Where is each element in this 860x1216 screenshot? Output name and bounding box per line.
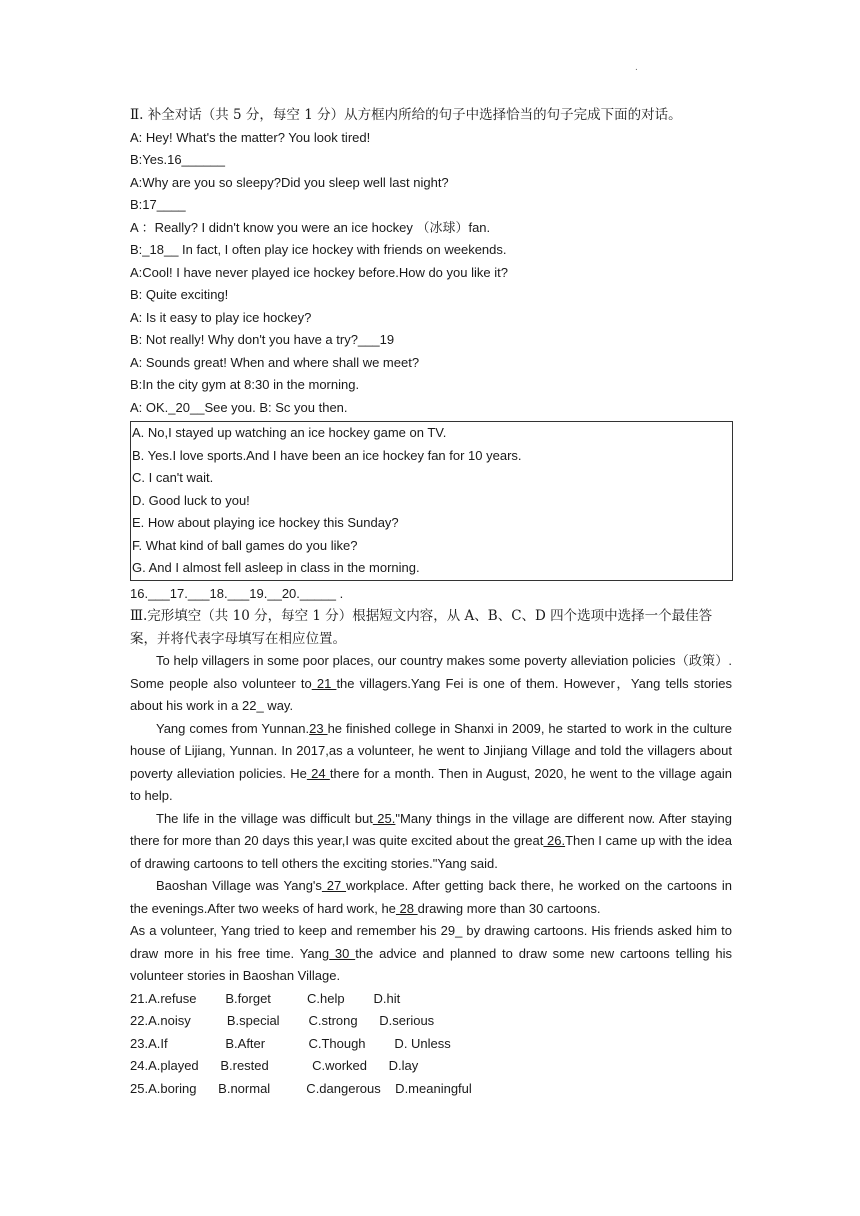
blank-27: 27: [321, 878, 347, 893]
text: there for a month. Then in August, 2020, he went to the village again to help.: [130, 765, 733, 803]
dialogue-line: A: Is it easy to play ice hockey?: [130, 309, 312, 325]
blank-30: 30: [329, 945, 356, 961]
blank-28: 28: [395, 900, 418, 916]
dialogue-line: A ：Really? I didn't know you were an ice hockey （冰球）fan.: [130, 219, 491, 235]
dialogue: [130, 127, 732, 420]
blank-21: 21: [311, 675, 337, 691]
text: the villagers.Yang Fei is one of them. However，Yang tells stories about his work in a 22_ way.: [130, 675, 732, 713]
text: workplace. After getting back there, he worked on the cartoons in the evenings.After two weeks of hard work, he: [130, 878, 732, 916]
text: To help villagers in some poor places, our country makes some poverty alleviation policies（政策）. Some people also volunteer to: [130, 653, 732, 691]
choice-row: 23.A.If B.After C.Though D. Unless: [130, 1035, 451, 1051]
blank-24: 24: [306, 765, 330, 781]
passage-paragraph-3: [130, 808, 732, 876]
header-dot: .: [635, 62, 638, 73]
text: drawing more than 30 cartoons.: [417, 900, 601, 916]
blank-23: 23: [309, 720, 328, 736]
option-item: F. What kind of ball games do you like?: [132, 537, 358, 553]
page-content: [130, 104, 732, 1100]
option-item: G. And I almost fell asleep in class in the morning.: [132, 560, 420, 575]
choice-row: 21.A.refuse B.forget C.help D.hit: [130, 990, 401, 1006]
dialogue-line: A:Why are you so sleepy?Did you sleep well last night?: [130, 174, 449, 190]
text: The life in the village was difficult but: [156, 810, 373, 826]
dialogue-line: B: Not really! Why don't you have a try?___19: [130, 332, 395, 347]
dialogue-line: B:In the city gym at 8:30 in the morning.: [130, 377, 360, 392]
blank-25: 25.: [372, 810, 396, 826]
option-item: A. No,I stayed up watching an ice hockey game on TV.: [132, 425, 447, 440]
choices-list: [130, 988, 732, 1101]
dialogue-line: B: Quite exciting!: [130, 287, 229, 302]
blank-26: 26.: [543, 833, 566, 848]
passage-paragraph-1: [130, 650, 732, 718]
dialogue-line: A: Hey! What's the matter? You look tired!: [130, 129, 371, 145]
dialogue-line: B:_18__ In fact, I often play ice hockey with friends on weekends.: [130, 242, 507, 257]
text: Then I came up with the idea of drawing cartoons to tell others the exciting stories."Yang said.: [130, 833, 732, 871]
dialogue-line: A: Sounds great! When and where shall we meet?: [130, 354, 420, 370]
option-item: C. I can't wait.: [132, 470, 214, 485]
choice-row: 22.A.noisy B.special C.strong D.serious: [130, 1013, 435, 1028]
dialogue-line: A: OK._20__See you. B: Sc you then.: [130, 399, 348, 415]
passage-paragraph-2: [130, 718, 732, 808]
text: the advice and planned to draw some new cartoons telling his volunteer stories in Baoshan Village.: [130, 945, 733, 983]
choice-row: 25.A.boring B.normal C.dangerous D.meaningful: [130, 1080, 472, 1096]
passage-paragraph-4: [130, 875, 732, 920]
option-item: B. Yes.I love sports.And I have been an ice hockey fan for 10 years.: [132, 447, 522, 463]
text: Yang comes from Yunnan.: [156, 720, 310, 736]
passage-paragraph-5: [130, 920, 732, 988]
section2-title: Ⅱ. 补全对话（共 5 分，每空 1 分）从方框内所给的句子中选择恰当的句子完成下面的对话。: [130, 107, 682, 123]
options-box: [130, 421, 733, 581]
option-item: E. How about playing ice hockey this Sunday?: [132, 515, 399, 530]
text: Baoshan Village was Yang's: [156, 878, 322, 893]
section3-title: Ⅲ.完形填空（共 10 分，每空 1 分）根据短文内容，从 A、B、C、D 四个选项中选择一个最佳答案，并将代表字母填写在相应位置。: [130, 608, 713, 647]
choice-row: 24.A.played B.rested C.worked D.lay: [130, 1058, 419, 1073]
text: As a volunteer, Yang tried to keep and remember his 29_ by drawing cartoons. His friends asked him to draw more in his free time. Yang: [130, 923, 732, 961]
dialogue-line: A:Cool! I have never played ice hockey before.How do you like it?: [130, 264, 508, 280]
dialogue-line: B:Yes.16______: [130, 152, 225, 167]
answer-line: 16.___17.___18.___19.__20._____ .: [130, 585, 344, 601]
text: "Many things in the village are different now. After staying there for more than 20 days this year,I was quite excited about the great: [130, 810, 733, 848]
option-item: D. Good luck to you!: [132, 492, 250, 508]
text: he finished college in Shanxi in 2009, he started to work in the culture house of Lijiang, Yunnan. In 2017,as a volunteer, he went to Jinjiang Village and told the villagers about poverty alleviation policies. He: [130, 720, 732, 781]
dialogue-line: B:17____: [130, 197, 186, 212]
